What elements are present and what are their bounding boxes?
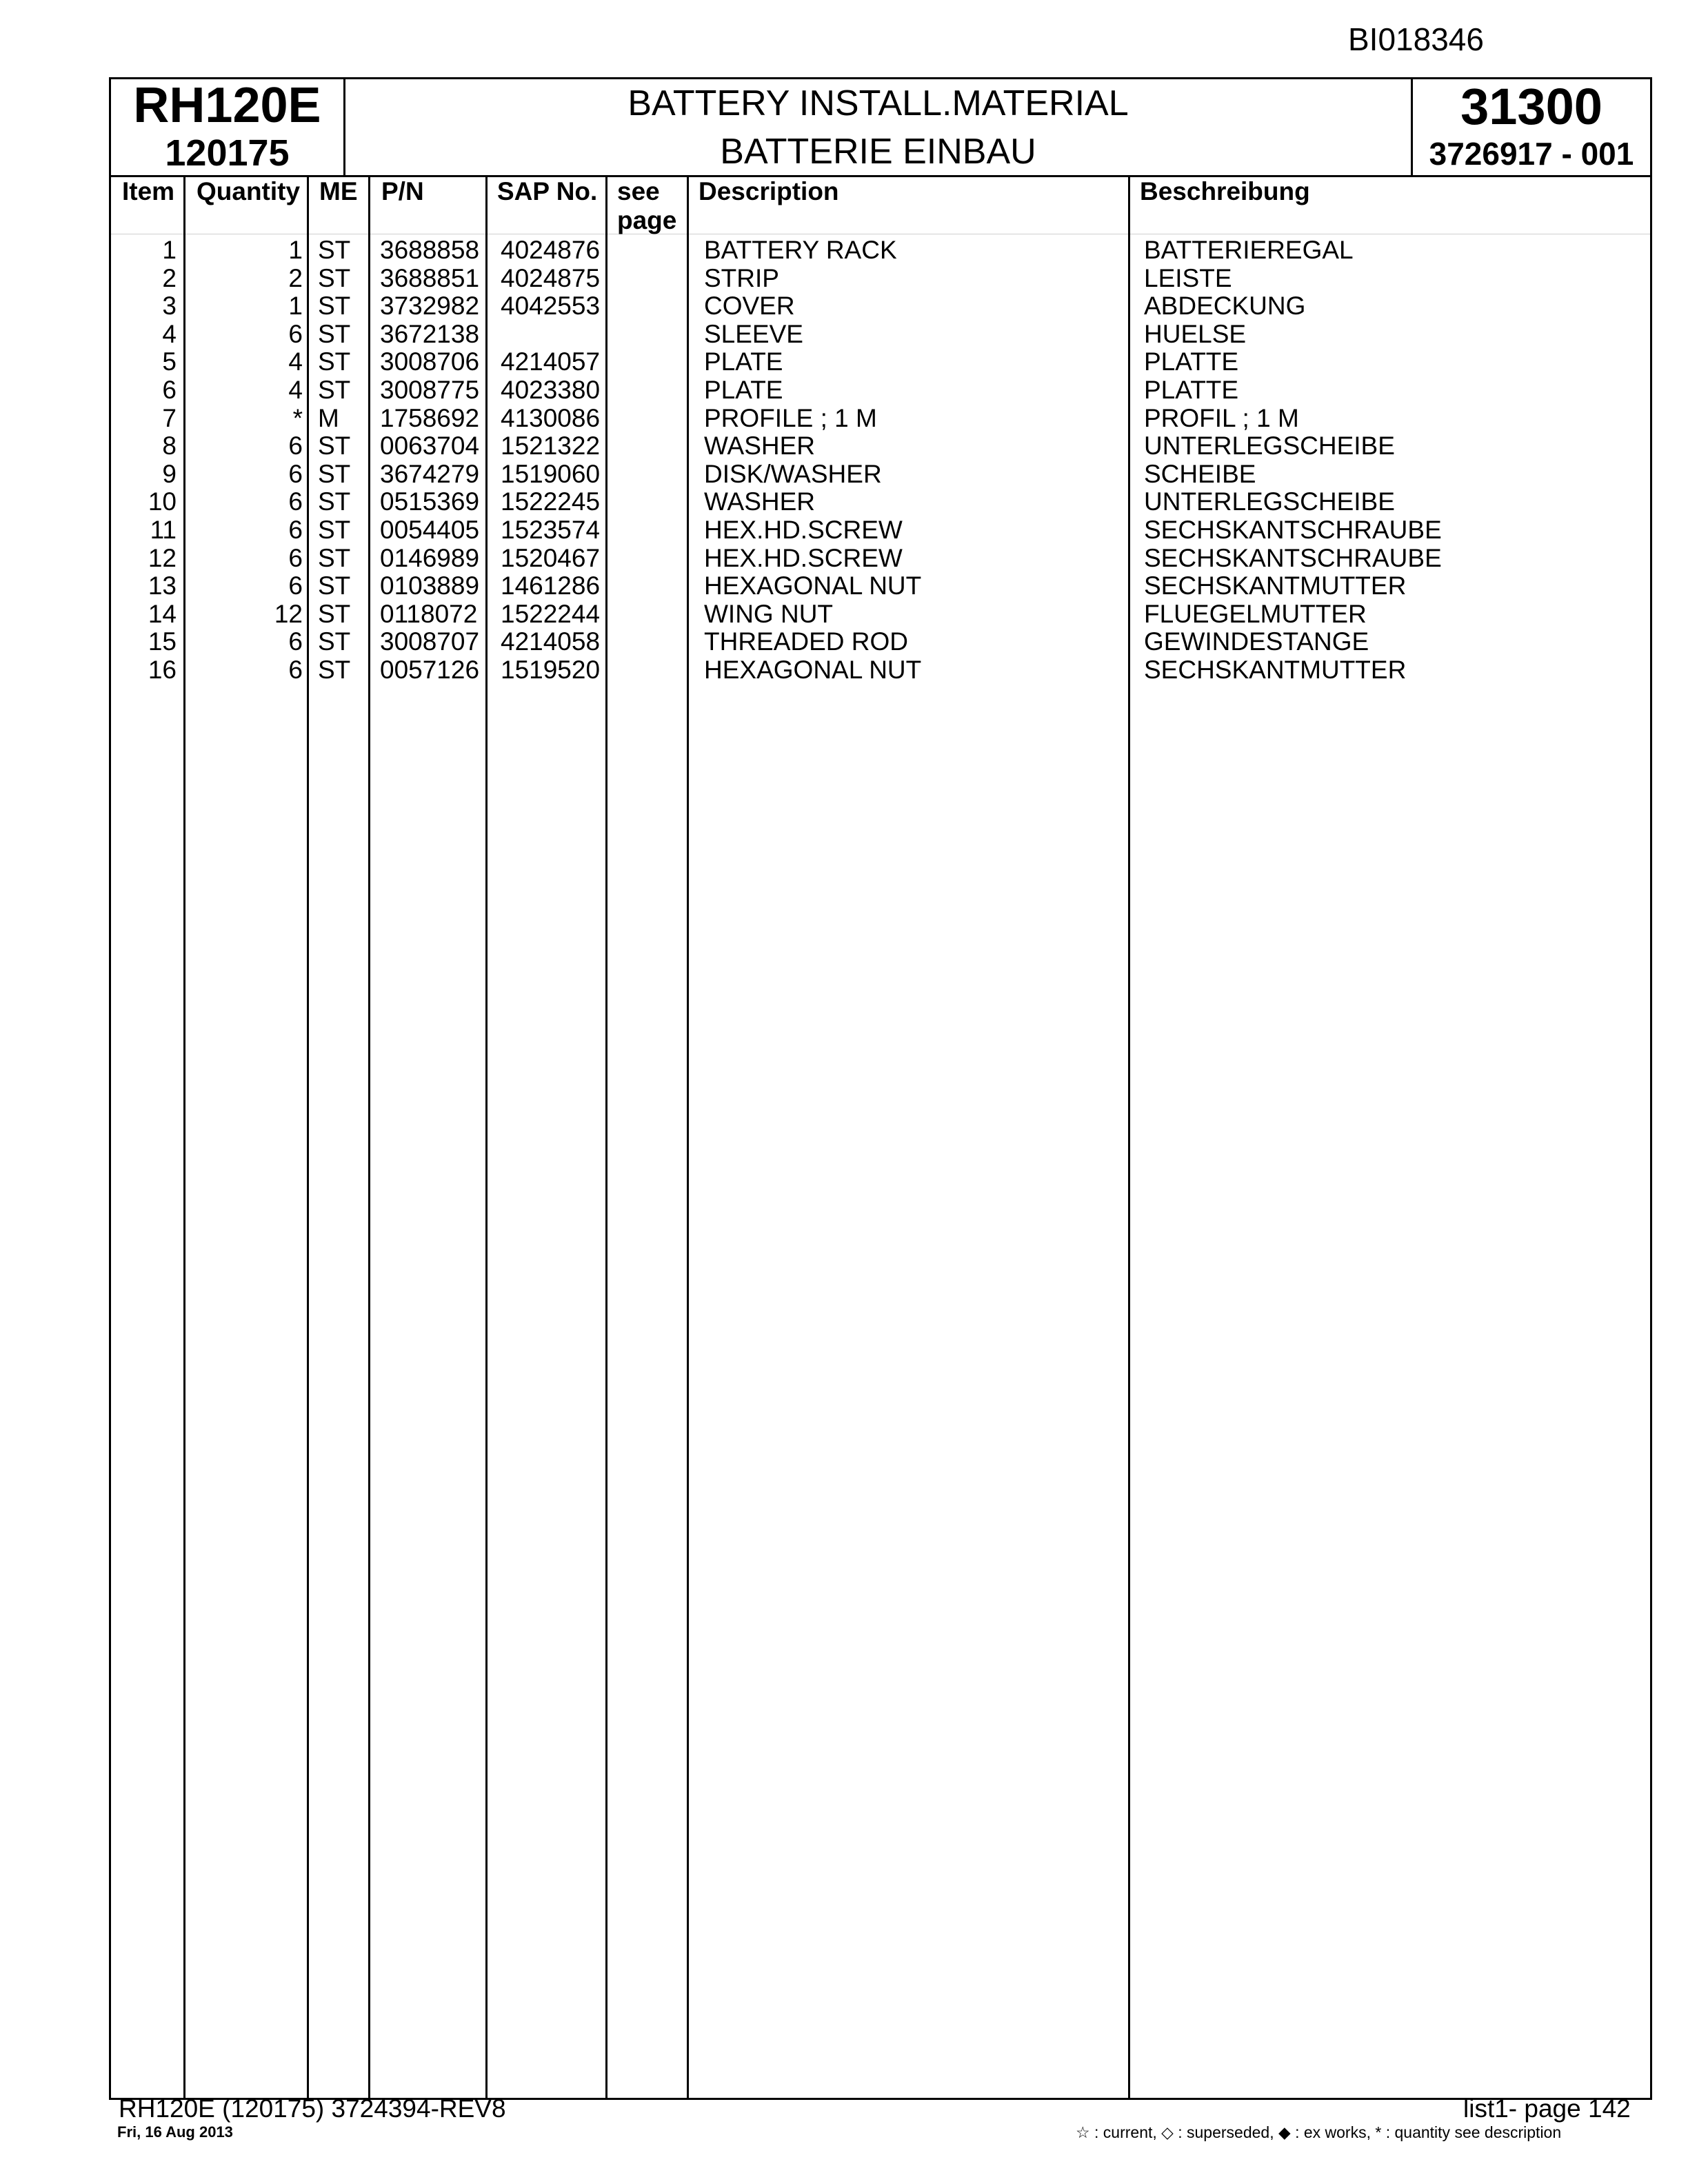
cell-quantity: 6	[288, 319, 303, 348]
cell-me: ST	[318, 432, 351, 461]
cell-me: ST	[318, 236, 351, 264]
cell-description: BATTERY RACK	[704, 236, 897, 264]
cell-description: PROFILE ; 1 M	[704, 403, 877, 432]
col-header-sap: SAP No.	[497, 177, 598, 205]
cell-quantity: 2	[288, 263, 303, 292]
cell-beschreibung: SECHSKANTMUTTER	[1144, 572, 1407, 600]
footer-page: list1- page 142	[1463, 2094, 1631, 2123]
cell-description: HEX.HD.SCREW	[704, 515, 903, 544]
cell-quantity: 6	[288, 432, 303, 461]
cell-sap-number: 4214058	[501, 627, 601, 656]
cell-sap-number: 1522244	[501, 599, 601, 628]
cell-description: HEX.HD.SCREW	[704, 543, 903, 572]
model-name: RH120E	[133, 78, 321, 133]
cell-sap-number: 1519520	[501, 655, 601, 684]
title-german: BATTERIE EINBAU	[720, 132, 1036, 172]
cell-me: ST	[318, 599, 351, 628]
col-header-page: page	[617, 206, 677, 234]
group-block	[1413, 79, 1650, 175]
cell-description: WASHER	[704, 487, 816, 516]
cell-quantity: 6	[288, 459, 303, 488]
footer-date: Fri, 16 Aug 2013	[117, 2123, 233, 2141]
cell-item: 16	[148, 655, 177, 684]
table-row	[111, 488, 1650, 516]
cell-part-number: 3674279	[380, 459, 480, 488]
cell-quantity: 4	[288, 347, 303, 376]
cell-me: ST	[318, 543, 351, 572]
col-header-see: see	[617, 177, 660, 205]
cell-item: 15	[148, 627, 177, 656]
cell-item: 3	[162, 292, 177, 321]
cell-item: 12	[148, 543, 177, 572]
cell-beschreibung: FLUEGELMUTTER	[1144, 599, 1367, 628]
cell-part-number: 0103889	[380, 572, 480, 600]
cell-beschreibung: SCHEIBE	[1144, 459, 1256, 488]
cell-me: ST	[318, 627, 351, 656]
cell-sap-number: 1523574	[501, 515, 601, 544]
cell-me: ST	[318, 459, 351, 488]
cell-quantity: 6	[288, 515, 303, 544]
cell-beschreibung: LEISTE	[1144, 263, 1232, 292]
cell-me: M	[318, 403, 339, 432]
cell-beschreibung: ABDECKUNG	[1144, 292, 1306, 321]
cell-me: ST	[318, 347, 351, 376]
col-header-item: Item	[122, 177, 175, 205]
cell-item: 1	[162, 236, 177, 264]
model-block	[111, 79, 345, 175]
parts-table-body	[111, 236, 1650, 685]
cell-me: ST	[318, 487, 351, 516]
document-id: BI018346	[1348, 21, 1484, 57]
group-number: 31300	[1460, 78, 1602, 135]
table-row	[111, 321, 1650, 349]
cell-part-number: 3688858	[380, 236, 480, 264]
cell-part-number: 0057126	[380, 655, 480, 684]
cell-beschreibung: GEWINDESTANGE	[1144, 627, 1369, 656]
table-row	[111, 292, 1650, 321]
table-row	[111, 376, 1650, 405]
title-block	[345, 79, 1413, 175]
cell-beschreibung: HUELSE	[1144, 319, 1247, 348]
cell-me: ST	[318, 655, 351, 684]
cell-quantity: 6	[288, 627, 303, 656]
table-row	[111, 628, 1650, 656]
cell-item: 5	[162, 347, 177, 376]
cell-me: ST	[318, 375, 351, 404]
cell-me: ST	[318, 263, 351, 292]
col-header-me: ME	[319, 177, 358, 205]
cell-item: 8	[162, 432, 177, 461]
cell-part-number: 1758692	[380, 403, 480, 432]
cell-description: WASHER	[704, 432, 816, 461]
col-header-quantity: Quantity	[197, 177, 301, 205]
cell-item: 13	[148, 572, 177, 600]
cell-description: PLATE	[704, 347, 783, 376]
cell-part-number: 3688851	[380, 263, 480, 292]
table-row	[111, 545, 1650, 573]
cell-me: ST	[318, 572, 351, 600]
cell-description: COVER	[704, 292, 795, 321]
table-row	[111, 600, 1650, 629]
cell-beschreibung: PROFIL ; 1 M	[1144, 403, 1299, 432]
cell-part-number: 3008706	[380, 347, 480, 376]
table-row	[111, 265, 1650, 293]
cell-part-number: 3672138	[380, 319, 480, 348]
cell-sap-number: 4042553	[501, 292, 601, 321]
table-row	[111, 572, 1650, 600]
cell-beschreibung: SECHSKANTMUTTER	[1144, 655, 1407, 684]
table-row	[111, 516, 1650, 545]
cell-quantity: 1	[288, 236, 303, 264]
title-english: BATTERY INSTALL.MATERIAL	[627, 83, 1129, 123]
cell-sap-number: 1519060	[501, 459, 601, 488]
cell-part-number: 0118072	[380, 599, 478, 628]
table-row	[111, 656, 1650, 685]
cell-description: WING NUT	[704, 599, 834, 628]
cell-item: 11	[150, 515, 177, 544]
cell-description: HEXAGONAL NUT	[704, 655, 922, 684]
table-row	[111, 236, 1650, 265]
cell-sap-number: 1522245	[501, 487, 601, 516]
table-row	[111, 461, 1650, 489]
cell-beschreibung: SECHSKANTSCHRAUBE	[1144, 543, 1442, 572]
col-header-description: Description	[699, 177, 839, 205]
cell-quantity: 6	[288, 487, 303, 516]
parts-list-frame	[109, 77, 1652, 2100]
cell-part-number: 0515369	[380, 487, 480, 516]
cell-sap-number: 1521322	[501, 432, 601, 461]
cell-quantity: 4	[288, 375, 303, 404]
cell-item: 2	[162, 263, 177, 292]
cell-description: THREADED ROD	[704, 627, 909, 656]
cell-sap-number: 1520467	[501, 543, 601, 572]
cell-item: 7	[162, 403, 177, 432]
cell-item: 9	[162, 459, 177, 488]
cell-beschreibung: BATTERIEREGAL	[1144, 236, 1354, 264]
cell-beschreibung: UNTERLEGSCHEIBE	[1144, 432, 1395, 461]
cell-sap-number: 4024875	[501, 263, 601, 292]
cell-quantity: 6	[288, 543, 303, 572]
cell-item: 6	[162, 375, 177, 404]
cell-beschreibung: PLATTE	[1144, 347, 1239, 376]
cell-description: STRIP	[704, 263, 779, 292]
col-header-pn: P/N	[381, 177, 424, 205]
cell-part-number: 0054405	[380, 515, 480, 544]
cell-description: HEXAGONAL NUT	[704, 572, 922, 600]
cell-sap-number: 4214057	[501, 347, 601, 376]
column-headers	[111, 177, 1650, 234]
cell-description: SLEEVE	[704, 319, 803, 348]
cell-sap-number: 4024876	[501, 236, 601, 264]
cell-part-number: 3008775	[380, 375, 480, 404]
parts-list-header	[111, 79, 1650, 177]
cell-sap-number: 1461286	[501, 572, 601, 600]
cell-quantity: 12	[274, 599, 303, 628]
table-row	[111, 348, 1650, 376]
cell-me: ST	[318, 515, 351, 544]
cell-sap-number: 4023380	[501, 375, 601, 404]
cell-me: ST	[318, 292, 351, 321]
cell-beschreibung: PLATTE	[1144, 375, 1239, 404]
cell-item: 14	[148, 599, 177, 628]
cell-quantity: 1	[288, 292, 303, 321]
col-header-beschreibung: Beschreibung	[1140, 177, 1310, 205]
cell-quantity: *	[292, 403, 303, 432]
table-row	[111, 405, 1650, 433]
cell-item: 4	[162, 319, 177, 348]
cell-description: PLATE	[704, 375, 783, 404]
cell-part-number: 3008707	[380, 627, 480, 656]
cell-beschreibung: UNTERLEGSCHEIBE	[1144, 487, 1395, 516]
model-serial: 120175	[165, 132, 290, 174]
cell-beschreibung: SECHSKANTSCHRAUBE	[1144, 515, 1442, 544]
table-row	[111, 432, 1650, 461]
cell-part-number: 3732982	[380, 292, 480, 321]
cell-sap-number: 4130086	[501, 403, 601, 432]
cell-part-number: 0063704	[380, 432, 480, 461]
footer-legend: ☆ : current, ◇ : superseded, ◆ : ex works, * : quantity see description	[1076, 2123, 1562, 2141]
footer-document-ref: RH120E (120175) 3724394-REV8	[119, 2094, 506, 2123]
cell-description: DISK/WASHER	[704, 459, 882, 488]
col-header-see-page	[617, 177, 676, 235]
cell-quantity: 6	[288, 572, 303, 600]
cell-part-number: 0146989	[380, 543, 480, 572]
cell-quantity: 6	[288, 655, 303, 684]
group-document-number: 3726917 - 001	[1429, 136, 1634, 172]
cell-me: ST	[318, 319, 351, 348]
cell-item: 10	[148, 487, 177, 516]
